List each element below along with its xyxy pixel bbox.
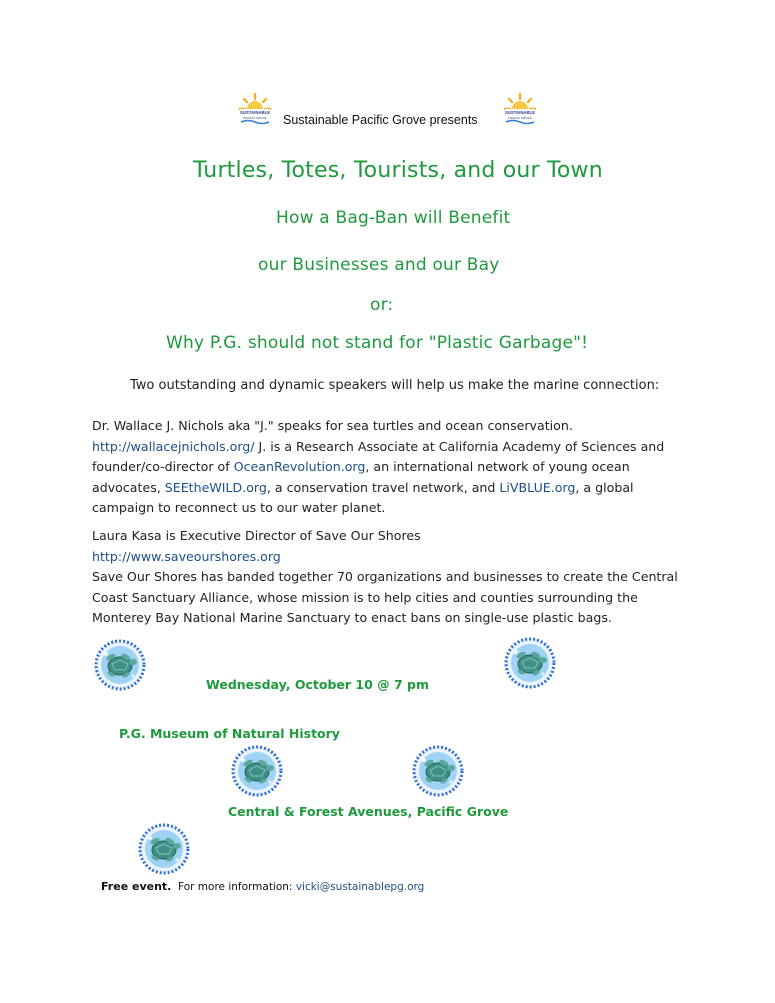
speakers-intro: Two outstanding and dynamic speakers will help us make the marine connection: <box>130 378 660 393</box>
subtitle-line-2: our Businesses and our Bay <box>258 255 500 275</box>
speaker-2-intro: Laura Kasa is Executive Director of Save Our Shores <box>92 528 421 543</box>
save-our-shores-link[interactable]: http://www.saveourshores.org <box>92 548 281 564</box>
see-the-wild-link[interactable]: SEEtheWILD.org <box>164 479 267 495</box>
speaker-1-intro: Dr. Wallace J. Nichols aka "J." speaks for sea turtles and ocean conservation. <box>92 418 573 433</box>
sea-turtle-icon <box>230 744 284 798</box>
tagline: Why P.G. should not stand for "Plastic Garbage"! <box>166 333 589 353</box>
event-title: Turtles, Totes, Tourists, and our Town <box>193 158 603 183</box>
sea-turtle-icon <box>411 744 465 798</box>
sea-turtle-icon <box>137 822 191 876</box>
sustainable-pg-logo-left <box>238 92 272 126</box>
sustainable-pg-logo-right <box>503 92 537 126</box>
speaker-2-paragraph <box>92 526 692 629</box>
or-text: or: <box>370 295 394 315</box>
speaker-1-paragraph <box>92 416 692 519</box>
svg-text:PACIFIC GROVE: PACIFIC GROVE <box>508 116 532 120</box>
svg-text:SUSTAINABLE: SUSTAINABLE <box>504 110 536 115</box>
speaker-1-text-b: , an international network of young ocean advocates, <box>92 459 630 495</box>
speaker-1-text-d: , a global campaign to reconnect us to our water planet. <box>92 479 634 516</box>
event-date: Wednesday, October 10 @ 7 pm <box>206 677 430 692</box>
event-venue: P.G. Museum of Natural History <box>119 726 340 741</box>
contact-email-link[interactable]: vicki@sustainablepg.org <box>295 881 425 893</box>
sea-turtle-icon <box>503 636 557 690</box>
svg-text:SUSTAINABLE: SUSTAINABLE <box>239 110 271 115</box>
presenter-text: Sustainable Pacific Grove presents <box>283 113 478 127</box>
free-event-label: Free event. <box>101 880 172 893</box>
speaker-2-description: Save Our Shores has banded together 70 organizations and businesses to create the Central Coast Sanctuary Alliance, whose mission is to help cities and counties surrounding the Monterey Bay National Marine Sanctuary to enact bans on single-use plastic bags. <box>92 569 678 626</box>
livblue-link[interactable]: LiVBLUE.org <box>499 479 576 495</box>
sea-turtle-icon <box>93 638 147 692</box>
nichols-website-link[interactable]: http://wallacejnichols.org/ <box>92 438 255 454</box>
speaker-1-text-a: J. is a Research Associate at California Academy of Sciences and founder/co-director of <box>92 438 665 475</box>
speaker-1-text-c: , a conservation travel network, and <box>266 479 500 495</box>
event-address: Central & Forest Avenues, Pacific Grove <box>228 804 509 819</box>
ocean-revolution-link[interactable]: OceanRevolution.org <box>233 459 366 475</box>
svg-text:PACIFIC GROVE: PACIFIC GROVE <box>243 116 267 120</box>
subtitle-line-1: How a Bag-Ban will Benefit <box>276 208 511 228</box>
footer-info <box>101 880 424 893</box>
more-info-label: For more information: <box>178 881 296 893</box>
